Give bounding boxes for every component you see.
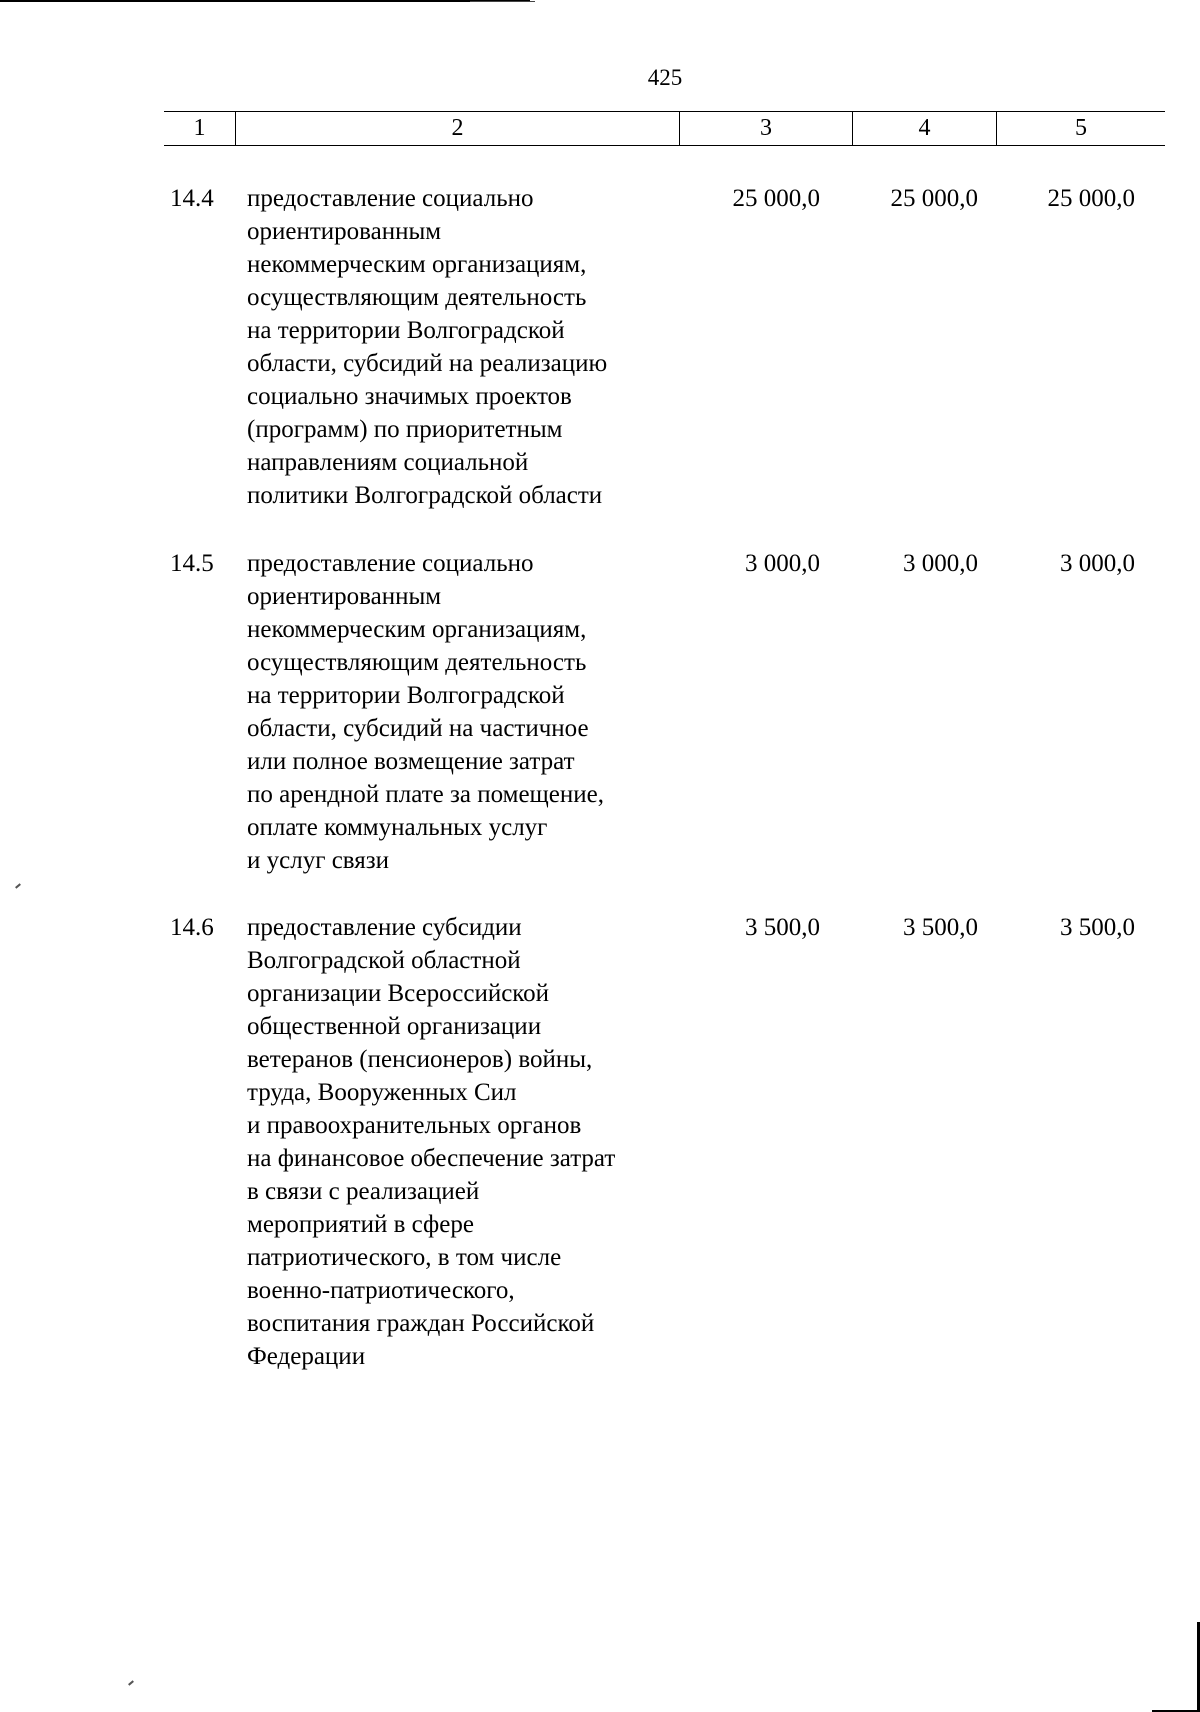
scan-edge-top [0,0,530,2]
value-col-5: 3 000,0 [1060,550,1135,577]
value-col-4: 25 000,0 [890,185,978,212]
header-col-2: 2 [236,112,680,145]
row-number: 14.4 [170,185,214,212]
row-number: 14.5 [170,550,214,577]
description-line: военно-патриотического, [247,1277,515,1304]
value-col-3: 25 000,0 [732,185,820,212]
description-line: области, субсидий на частичное [247,715,589,742]
value-col-5: 25 000,0 [1047,185,1135,212]
row-description [247,182,677,512]
description-line: и услуг связи [247,847,390,874]
description-line: некоммерческим организациям, [247,251,587,278]
scan-speck [128,1680,134,1685]
scan-speck [15,883,21,888]
scan-edge-top-mark [470,1,535,2]
description-line: в связи с реализацией [247,1178,480,1205]
description-line: мероприятий в сфере [247,1211,474,1238]
value-col-4: 3 500,0 [903,914,978,941]
header-col-3: 3 [680,112,853,145]
page-number: 425 [647,65,683,90]
description-line: ветеранов (пенсионеров) войны, [247,1046,593,1073]
description-line: предоставление социально [247,185,534,212]
description-line: воспитания граждан Российской [247,1310,595,1337]
description-line: оплате коммунальных услуг [247,814,548,841]
value-col-5: 3 500,0 [1060,914,1135,941]
description-line: по арендной плате за помещение, [247,781,604,808]
description-line: на территории Волгоградской [247,682,565,709]
description-line: или полное возмещение затрат [247,748,575,775]
description-line: ориентированным [247,583,442,610]
description-line: общественной организации [247,1013,542,1040]
table-header [164,111,1165,146]
description-line: политики Волгоградской области [247,482,603,509]
row-description [247,547,677,877]
header-col-5: 5 [1075,115,1087,141]
header-col-4: 4 [853,112,997,145]
value-col-3: 3 500,0 [745,914,820,941]
description-line: предоставление субсидии [247,914,522,941]
description-line: социально значимых проектов [247,383,572,410]
description-line: на территории Волгоградской [247,317,565,344]
description-line: осуществляющим деятельность [247,284,587,311]
description-line: и правоохранительных органов [247,1112,582,1139]
description-line: организации Всероссийской [247,980,550,1007]
description-line: Волгоградской областной [247,947,521,974]
description-line: области, субсидий на реализацию [247,350,608,377]
description-line: ориентированным [247,218,442,245]
description-line: некоммерческим организациям, [247,616,587,643]
description-line: труда, Вооруженных Сил [247,1079,517,1106]
value-col-4: 3 000,0 [903,550,978,577]
description-line: предоставление социально [247,550,534,577]
row-description [247,911,677,1373]
description-line: (программ) по приоритетным [247,416,563,443]
description-line: патриотического, в том числе [247,1244,562,1271]
description-line: осуществляющим деятельность [247,649,587,676]
value-col-3: 3 000,0 [745,550,820,577]
description-line: направлениям социальной [247,449,529,476]
description-line: Федерации [247,1343,366,1370]
description-line: на финансовое обеспечение затрат [247,1145,616,1172]
row-number: 14.6 [170,914,214,941]
header-col-1: 1 [164,112,236,145]
